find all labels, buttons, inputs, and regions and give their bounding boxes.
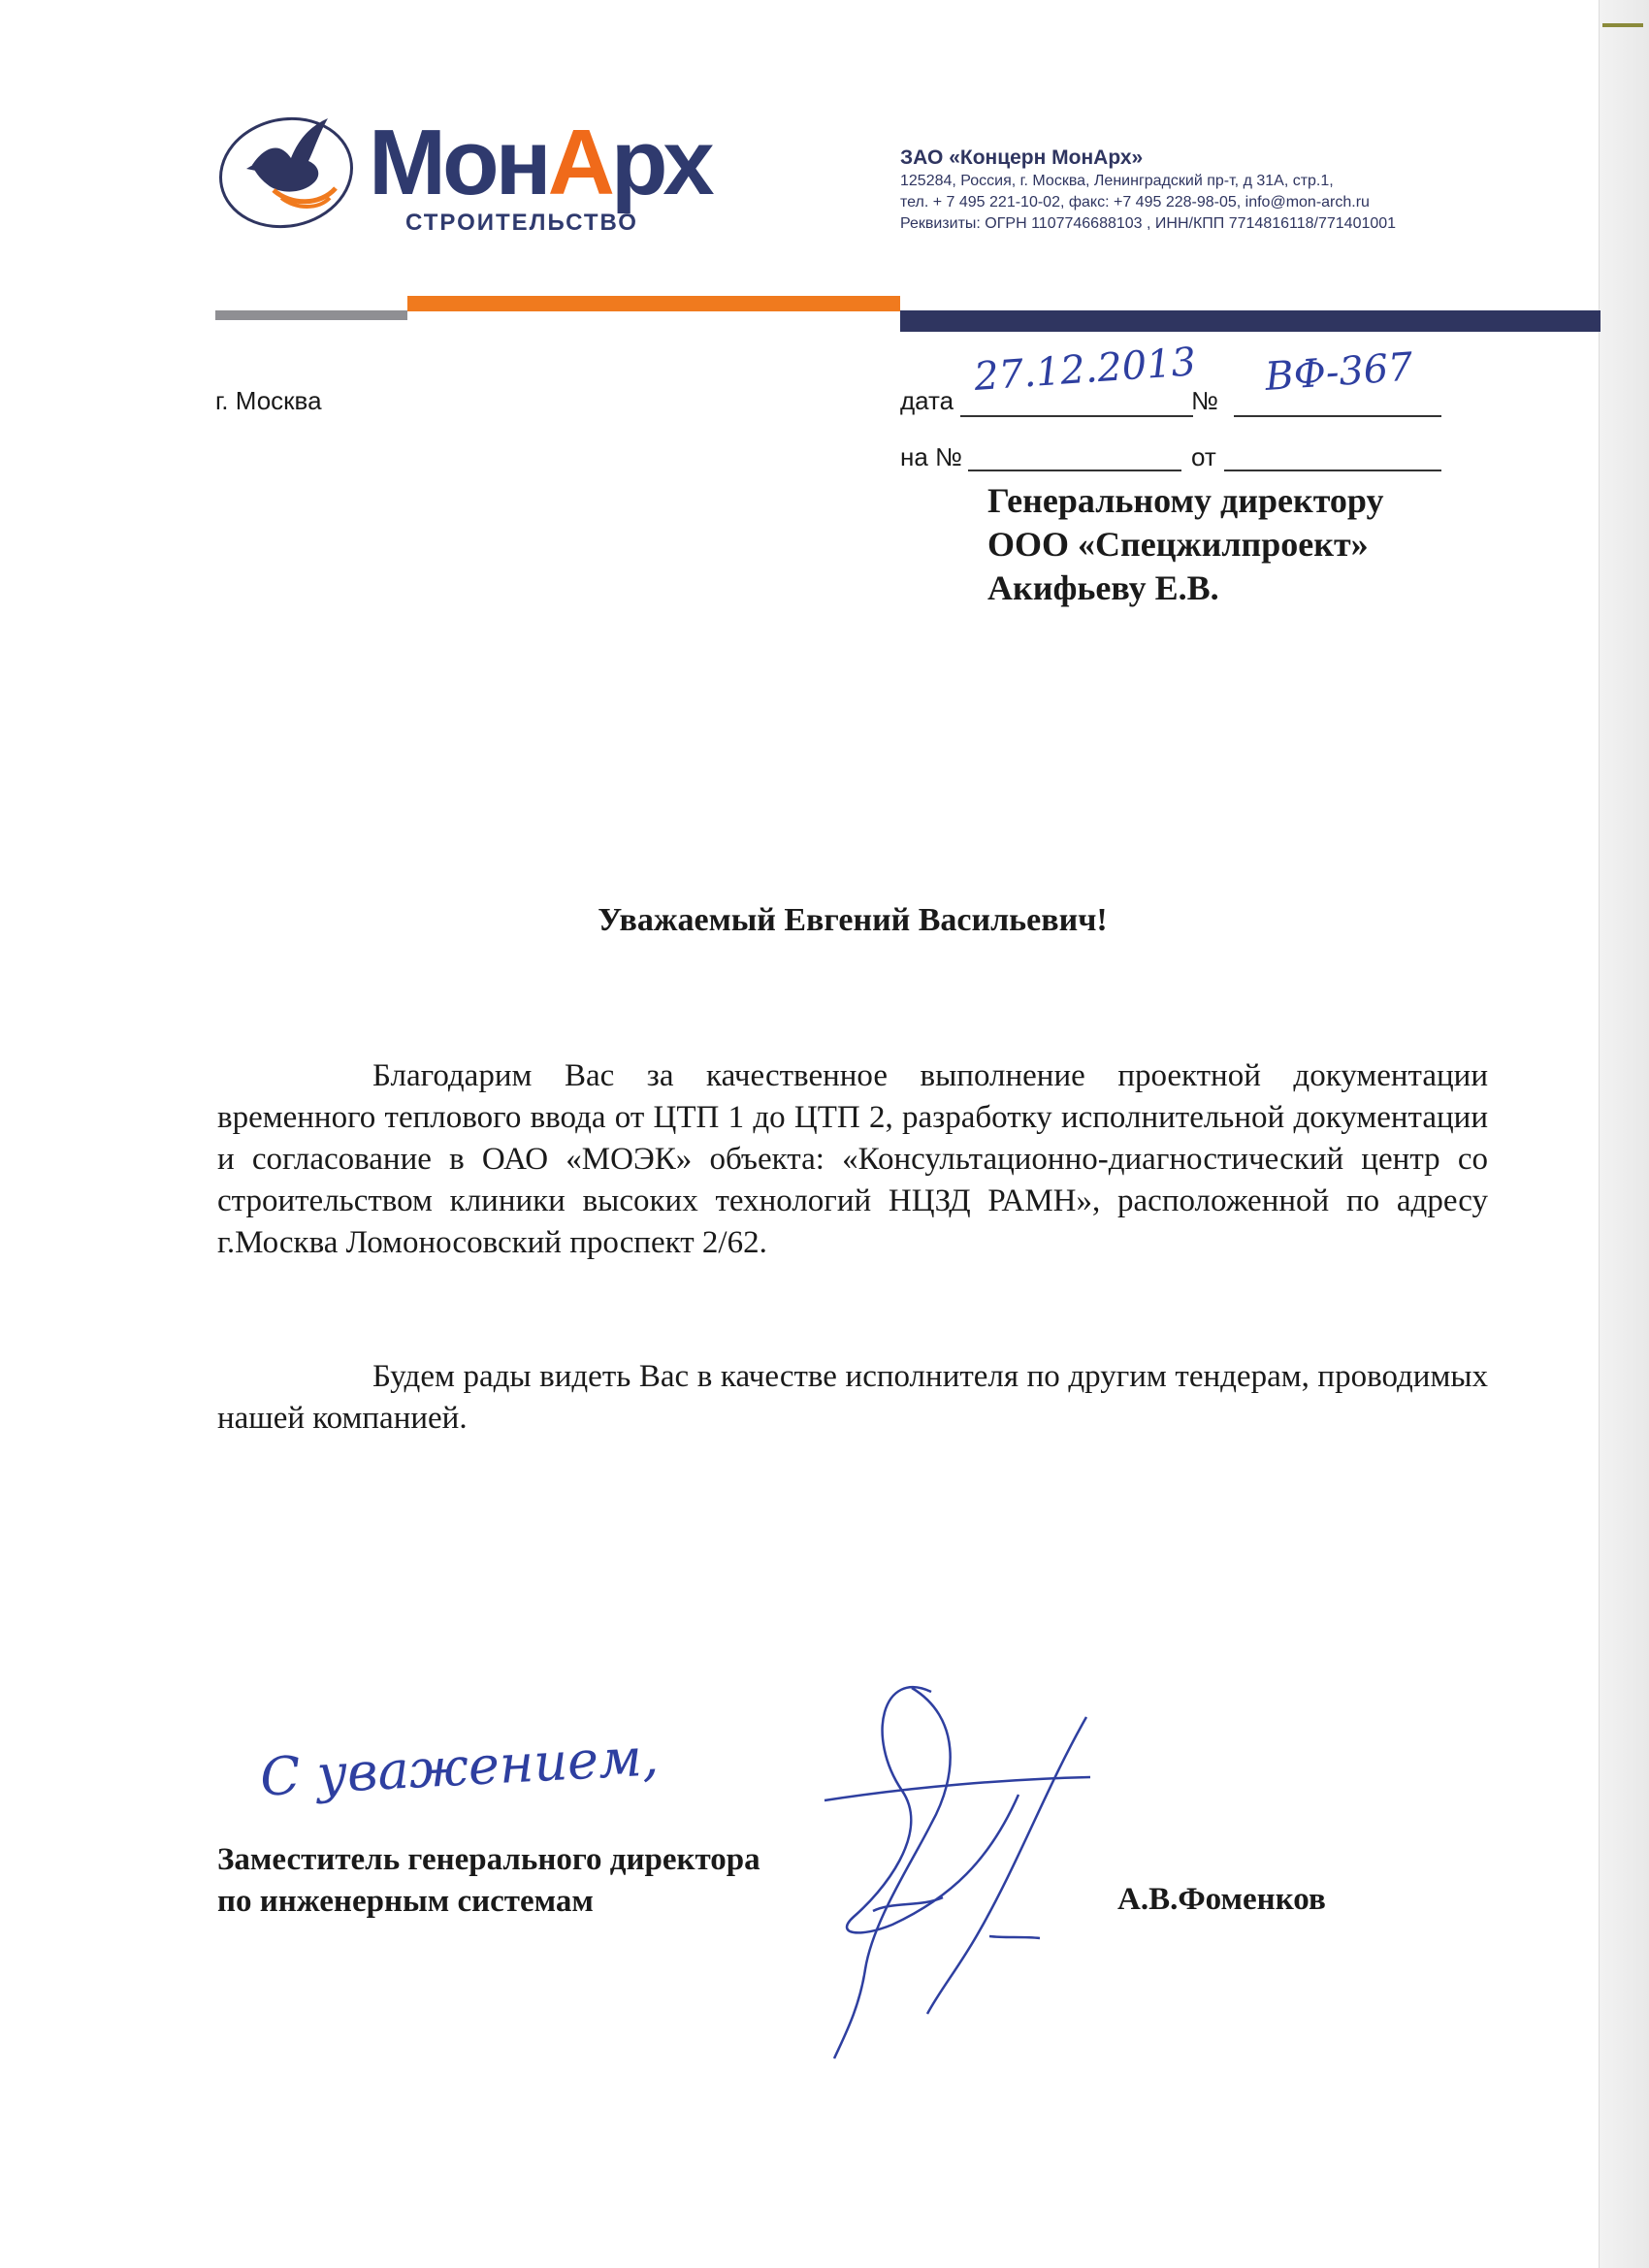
company-address: 125284, Россия, г. Москва, Ленинградский пр-т, д 31А, стр.1, — [900, 173, 1334, 189]
recipient-name: Акифьеву Е.В. — [987, 568, 1219, 607]
recipient-position: Генеральному директору — [987, 481, 1384, 520]
ref-from-label: от — [1191, 442, 1216, 471]
recipient-block — [987, 479, 1383, 610]
number-value: ВФ-367 — [1263, 344, 1415, 400]
date-value: 27.12.2013 — [972, 340, 1198, 400]
city-label: г. Москва — [215, 386, 322, 415]
recipient-company: ООО «Спецжилпроект» — [987, 525, 1369, 564]
company-details — [900, 146, 1396, 235]
signer-position: Заместитель генерального директора по инженерным системам — [217, 1842, 760, 1919]
ref-from-line — [1224, 470, 1441, 471]
company-requisites: Реквизиты: ОГРН 1107746688103 , ИНН/КПП 7714816118/771401001 — [900, 215, 1397, 232]
brand-subtitle: СТРОИТЕЛЬСТВО — [405, 210, 638, 236]
brand-logo-text: МонАрх — [369, 111, 711, 214]
ref-number-label: на № — [900, 442, 962, 471]
date-line — [960, 415, 1193, 417]
company-contacts: тел. + 7 495 221-10-02, факс: +7 495 228-98-05, info@mon-arch.ru — [900, 194, 1370, 211]
ref-number-line — [968, 470, 1181, 471]
handwritten-signature — [815, 1678, 1222, 2066]
dove-logo-icon — [213, 105, 359, 236]
number-label: № — [1191, 386, 1218, 415]
body-paragraph: Будем рады видеть Вас в качестве исполнителя по другим тендерам, проводимых нашей компанией. — [217, 1359, 1488, 1436]
page-edge — [1599, 0, 1649, 2268]
header-band-navy — [900, 310, 1600, 332]
number-line — [1234, 415, 1441, 417]
body-paragraph: Благодарим Вас за качественное выполнение проектной документации временного теплового ввода от ЦТП 1 до ЦТП 2, разработку исполнительной документации и согласование в ОАО «МОЭК» объекта: «Консультационно-диагностический центр со строительством клиники высоких технологий НЦЗД РАМН», расположенной по адресу г.Москва Ломоносовский проспект 2/62. — [217, 1058, 1488, 1260]
page-edge-tape — [1602, 23, 1643, 27]
header-band-gray — [215, 310, 407, 320]
greeting: Уважаемый Евгений Васильевич! — [598, 902, 1108, 938]
signer-name: А.В.Фоменков — [1117, 1882, 1326, 1917]
closing-handwritten: С уважением, — [258, 1726, 661, 1808]
company-name: ЗАО «Концерн МонАрх» — [900, 146, 1144, 169]
date-label: дата — [900, 386, 954, 415]
header-band-orange — [407, 296, 900, 311]
